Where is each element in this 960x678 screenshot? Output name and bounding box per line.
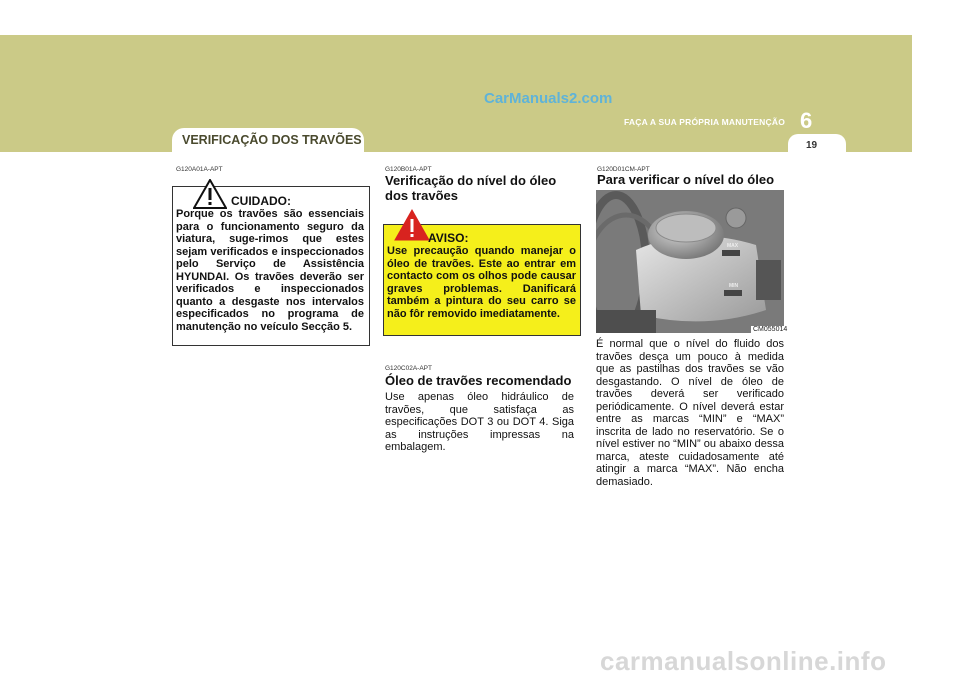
photo-label: CM055014 (753, 326, 788, 333)
warning-triangle-icon (193, 179, 227, 209)
chapter-title: FAÇA A SUA PRÓPRIA MANUTENÇÃO (624, 117, 786, 127)
section-code: G120C02A-APT (385, 365, 432, 372)
max-mark: MAX (727, 243, 739, 249)
watermark-top: CarManuals2.com (484, 90, 613, 107)
warning-box (383, 224, 581, 336)
min-mark: MIN (729, 283, 739, 289)
page-number: 19 (806, 140, 818, 151)
section-heading: Verificação do nível do óleo dos travões (385, 173, 557, 203)
header-band-bottom (0, 140, 912, 152)
section-heading: Para verificar o nível do óleo (597, 172, 775, 187)
body-text: Use apenas óleo hidráulico de travões, que satisfaça as especificações DOT 3 ou DOT 4. Siga as instruções impressas na embalagem. (385, 391, 574, 453)
brake-fluid-reservoir-photo (596, 190, 784, 333)
watermark-bottom: carmanualsonline.info (600, 646, 887, 676)
section-heading: Óleo de travões recomendado (385, 373, 572, 388)
warning-triangle-icon (394, 209, 430, 241)
warning-text: Use precaução quando manejar o óleo de travões. Este ao entrar em contacto com os olhos pode causar graves problemas. Danificará também a pintura do seu carro se não fôr removido imediatamente. (387, 245, 576, 320)
reservoir-illustration (596, 190, 784, 333)
section-tab-label: VERIFICAÇÃO DOS TRAVÕES (182, 133, 362, 147)
chapter-number: 6 (800, 108, 813, 133)
body-text: É normal que o nível do fluido dos travões desça um pouco à medida que as pastilhas dos travões se vão desgastando. O nível de óleo de travões deverá ser verificado periódicamente. O nível deverá estar entre as marcas “MIN” e “MAX” inscrita de lado no reservatório. Se o nível estiver no “MIN” ou abaixo dessa marca, ateste cuidadosamente até atingir a marca “MAX”. Não encha demasiado. (596, 338, 784, 488)
section-code: G120A01A-APT (176, 166, 223, 173)
section-code: G120B01A-APT (385, 166, 432, 173)
warning-title: AVISO: (428, 231, 469, 245)
section-code: G120D01CM-APT (597, 166, 650, 173)
caution-text: Porque os travões são essenciais para o funcionamento seguro da viatura, suge-rimos que estes sejam verificados e inspeccionados pelo Serviço de Assistência HYUNDAI. Os travões deverão ser verificados e inspeccionados quanto a desgaste nos intervalos especificados no programa de manutenção no veículo Secção 5. (176, 208, 364, 333)
caution-title: CUIDADO: (231, 194, 291, 208)
caution-box (172, 186, 370, 346)
